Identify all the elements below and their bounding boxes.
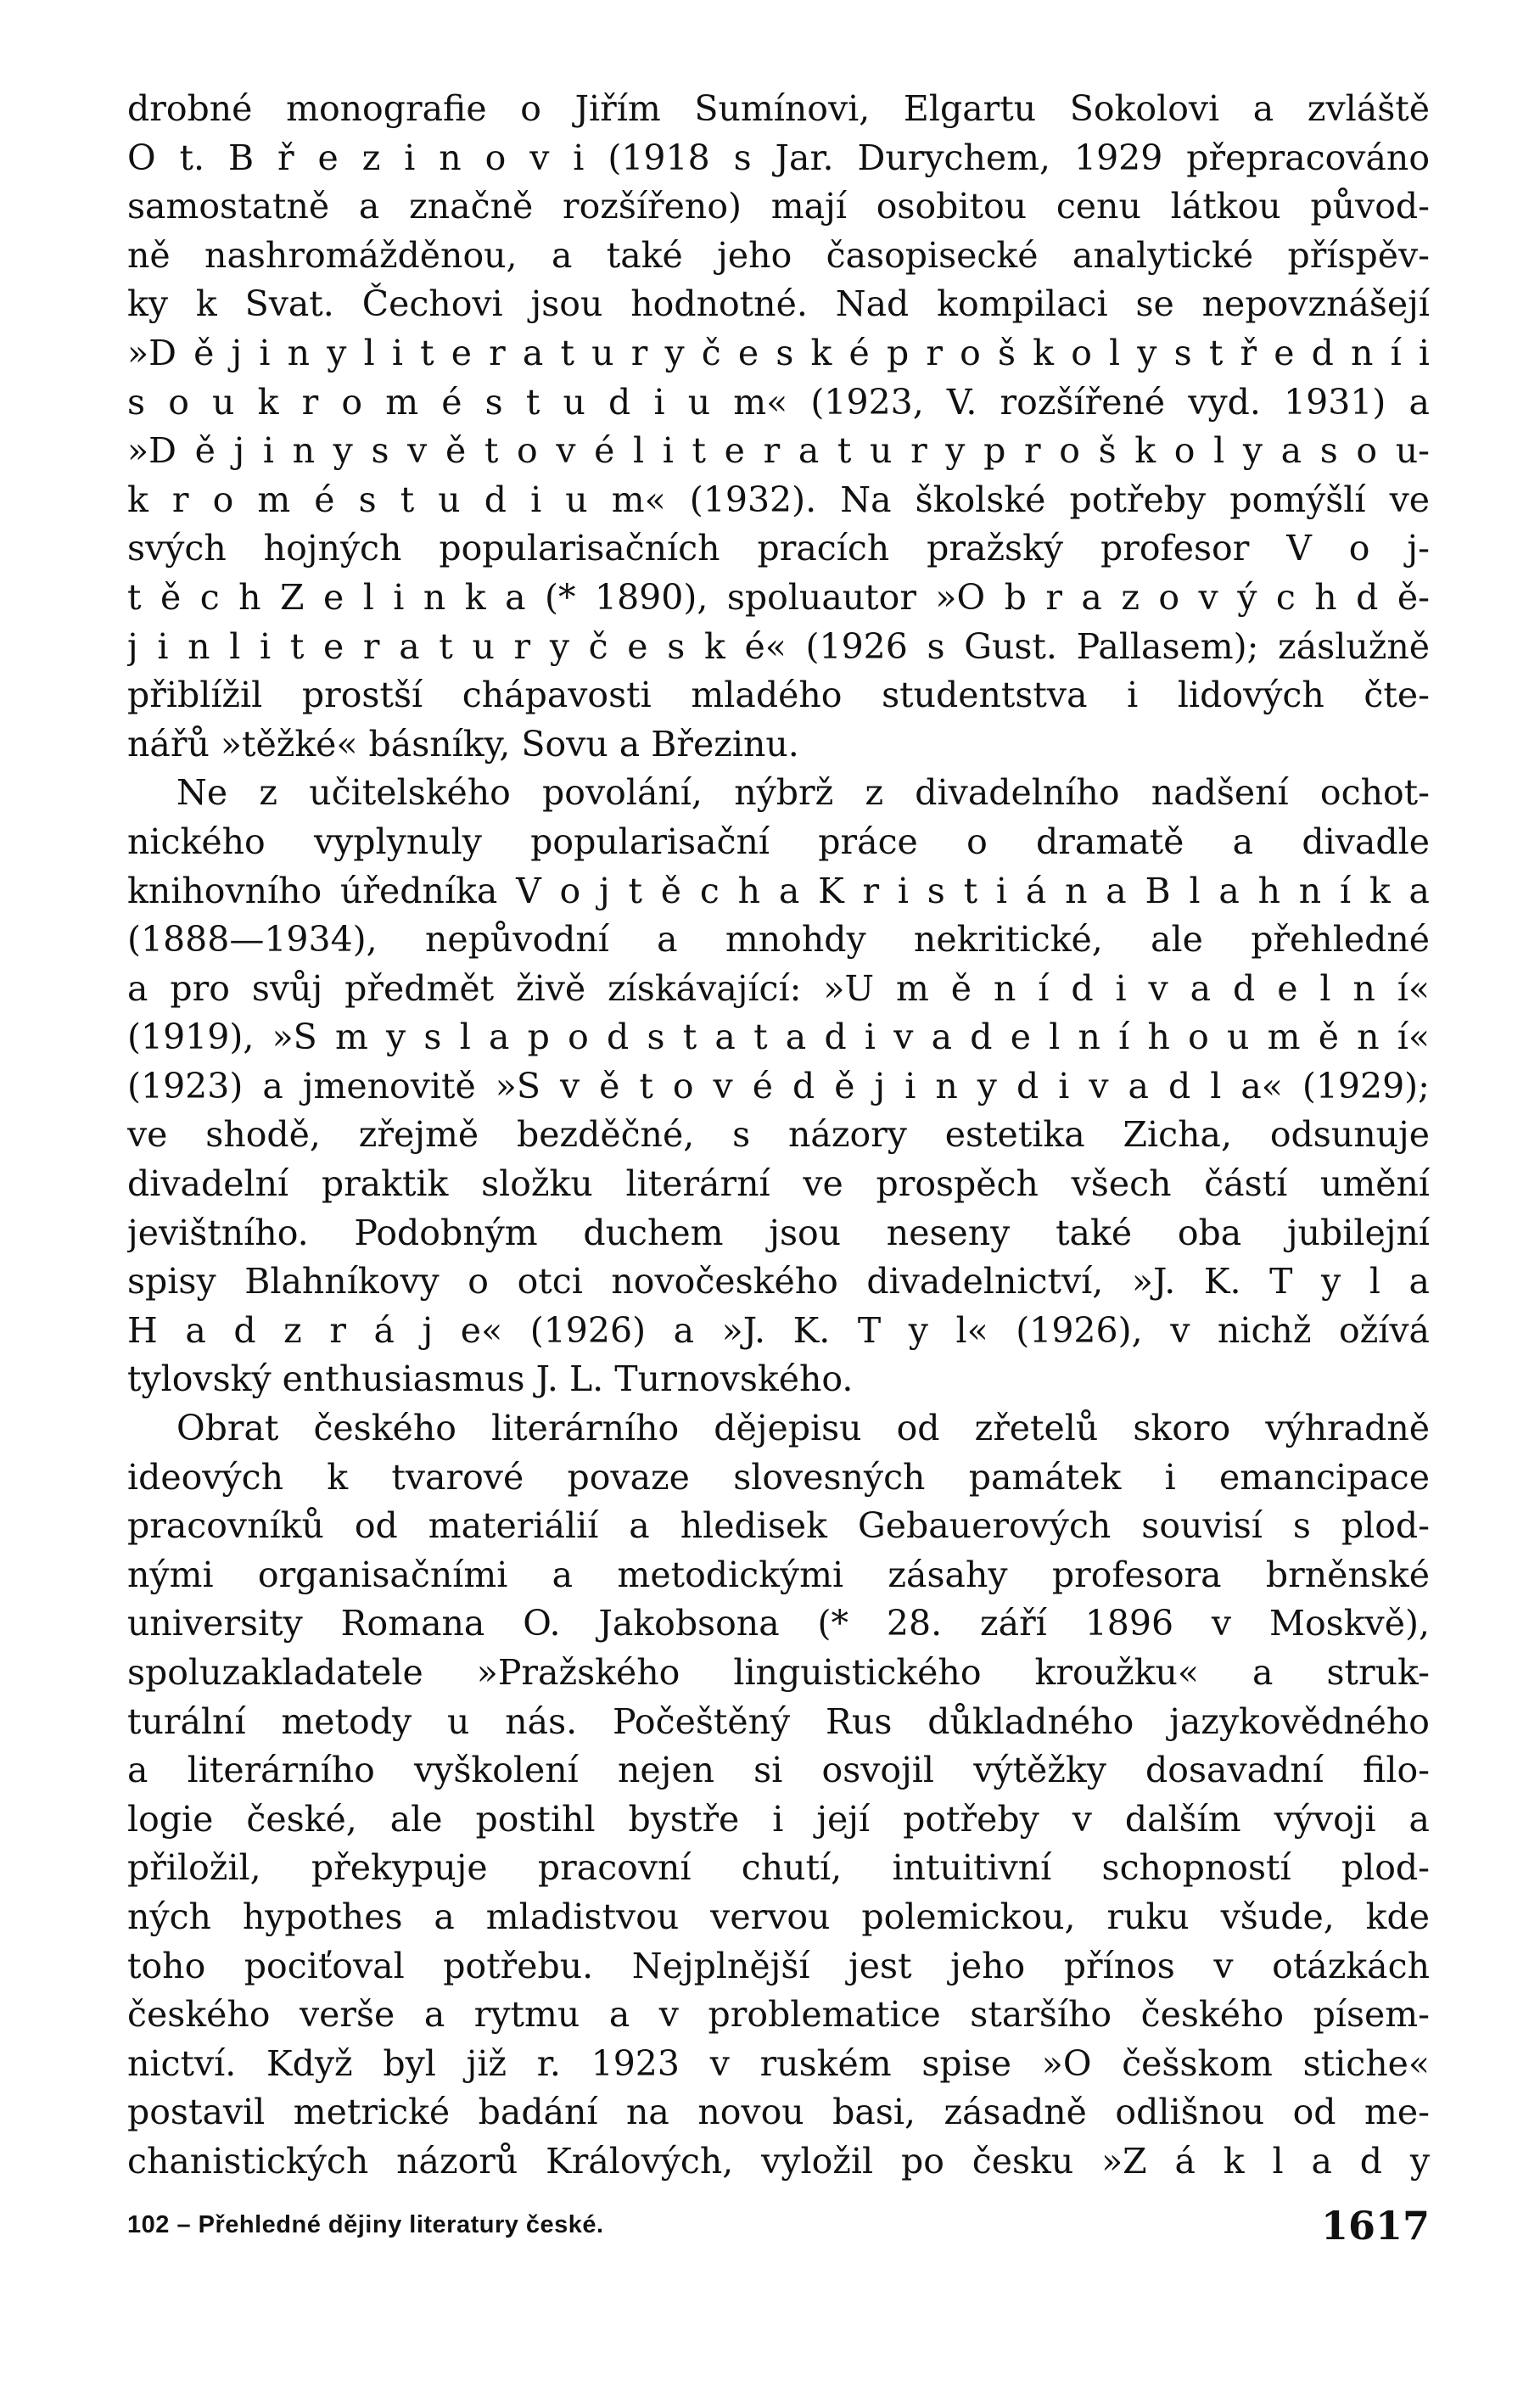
text-line: ideových k tvarové povaze slovesných památek i emancipace	[127, 1456, 1430, 1498]
text-line: »D ě j i n y l i t e r a t u r y č e s k é p r o š k o l y s t ř e d n í i	[127, 332, 1430, 373]
text-line: Obrat českého literárního dějepisu od zřetelů skoro výhradně	[176, 1408, 1430, 1449]
text-line: ně nashromážděnou, a také jeho časopisecké analytické příspěv-	[127, 234, 1430, 276]
page-body	[127, 85, 1430, 2187]
text-line: svých hojných popularisačních pracích pražský profesor V o j-	[127, 528, 1430, 569]
text-line: českého verše a rytmu a v problematice staršího českého písem-	[127, 1994, 1430, 2036]
text-line: university Romana O. Jakobsona (* 28. září 1896 v Moskvě),	[127, 1603, 1430, 1644]
text-line: H a d z r á j e« (1926) a »J. K. T y l« (1926), v nichž ožívá	[127, 1309, 1430, 1351]
text-line: nými organisačními a metodickými zásahy profesora brněnské	[127, 1554, 1430, 1595]
text-line: Ne z učitelského povolání, nýbrž z divadelního nadšení ochot-	[176, 772, 1430, 814]
text-line: a pro svůj předmět živě získávající: »U m ě n í d i v a d e l n í«	[127, 967, 1430, 1009]
text-line: nického vyplynuly popularisační práce o dramatě a divadle	[127, 821, 1430, 862]
text-line: logie české, ale postihl bystře i její potřeby v dalším vývoji a	[127, 1798, 1430, 1840]
text-line: a literárního vyškolení nejen si osvojil výtěžky dosavadní filo-	[127, 1750, 1430, 1791]
text-line: t ě c h Z e l i n k a (* 1890), spoluautor »O b r a z o v ý c h d ě-	[127, 576, 1430, 618]
text-line: ve shodě, zřejmě bezděčné, s názory estetika Zicha, odsunuje	[127, 1114, 1430, 1156]
footer-signature: 102 – Přehledné dějiny literatury české.	[127, 2211, 604, 2238]
text-line: nictví. Když byl již r. 1923 v ruském spise »O češskom stiche«	[127, 2042, 1430, 2084]
text-line: (1919), »S m y s l a p o d s t a t a d i v a d e l n í h o u m ě n í«	[127, 1017, 1430, 1058]
text-line: tylovský enthusiasmus J. L. Turnovského.	[127, 1358, 854, 1400]
text-line: O t. B ř e z i n o v i (1918 s Jar. Durychem, 1929 přepracováno	[127, 137, 1430, 178]
text-line: spisy Blahníkovy o otci novočeského divadelnictví, »J. K. T y l a	[127, 1261, 1430, 1302]
text-line: spoluzakladatele »Pražského linguistického kroužku« a struk-	[127, 1652, 1430, 1693]
text-line: (1923) a jmenovitě »S v ě t o v é d ě j i n y d i v a d l a« (1929);	[127, 1065, 1430, 1106]
text-line: s o u k r o m é s t u d i u m« (1923, V. rozšířené vyd. 1931) a	[127, 381, 1430, 423]
text-line: nářů »těžké« básníky, Sovu a Březinu.	[127, 723, 799, 765]
text-line: toho pociťoval potřebu. Nejplnější jest jeho přínos v otázkách	[127, 1945, 1430, 1986]
text-line: divadelní praktik složku literární ve prospěch všech částí umění	[127, 1163, 1430, 1205]
text-line: turální metody u nás. Počeštěný Rus důkladného jazykovědného	[127, 1700, 1430, 1742]
text-line: chanistických názorů Králových, vyložil po česku »Z á k l a d y	[127, 2140, 1430, 2182]
text-line: přiložil, překypuje pracovní chutí, intuitivní schopností plod-	[127, 1847, 1430, 1889]
text-line: jevištního. Podobným duchem jsou neseny také oba jubilejní	[127, 1212, 1430, 1253]
text-line: (1888—1934), nepůvodní a mnohdy nekritické, ale přehledné	[127, 919, 1430, 961]
text-line: k r o m é s t u d i u m« (1932). Na školské potřeby pomýšlí ve	[127, 479, 1430, 520]
text-line: samostatně a značně rozšířeno) mají osobitou cenu látkou původ-	[127, 186, 1430, 227]
page-number: 1617	[1320, 2203, 1430, 2249]
text-line: knihovního úředníka V o j t ě c h a K r i s t i á n a B l a h n í k a	[127, 870, 1430, 911]
text-line: j i n l i t e r a t u r y č e s k é« (1926 s Gust. Pallasem); záslužně	[127, 625, 1430, 667]
text-line: pracovníků od materiálií a hledisek Gebauerových souvisí s plod-	[127, 1505, 1430, 1547]
text-line: »D ě j i n y s v ě t o v é l i t e r a t u r y p r o š k o l y a s o u-	[127, 430, 1430, 472]
text-line: postavil metrické badání na novou basi, zásadně odlišnou od me-	[127, 2092, 1430, 2133]
text-line: přiblížil prostší chápavosti mladého studentstva i lidových čte-	[127, 675, 1430, 716]
page-footer	[127, 2203, 1430, 2254]
text-line: ky k Svat. Čechovi jsou hodnotné. Nad kompilaci se nepovznášejí	[127, 283, 1430, 325]
text-line: drobné monografie o Jiřím Sumínovi, Elgartu Sokolovi a zvláště	[127, 88, 1430, 129]
text-line: ných hypothes a mladistvou vervou polemickou, ruku všude, kde	[127, 1896, 1430, 1937]
